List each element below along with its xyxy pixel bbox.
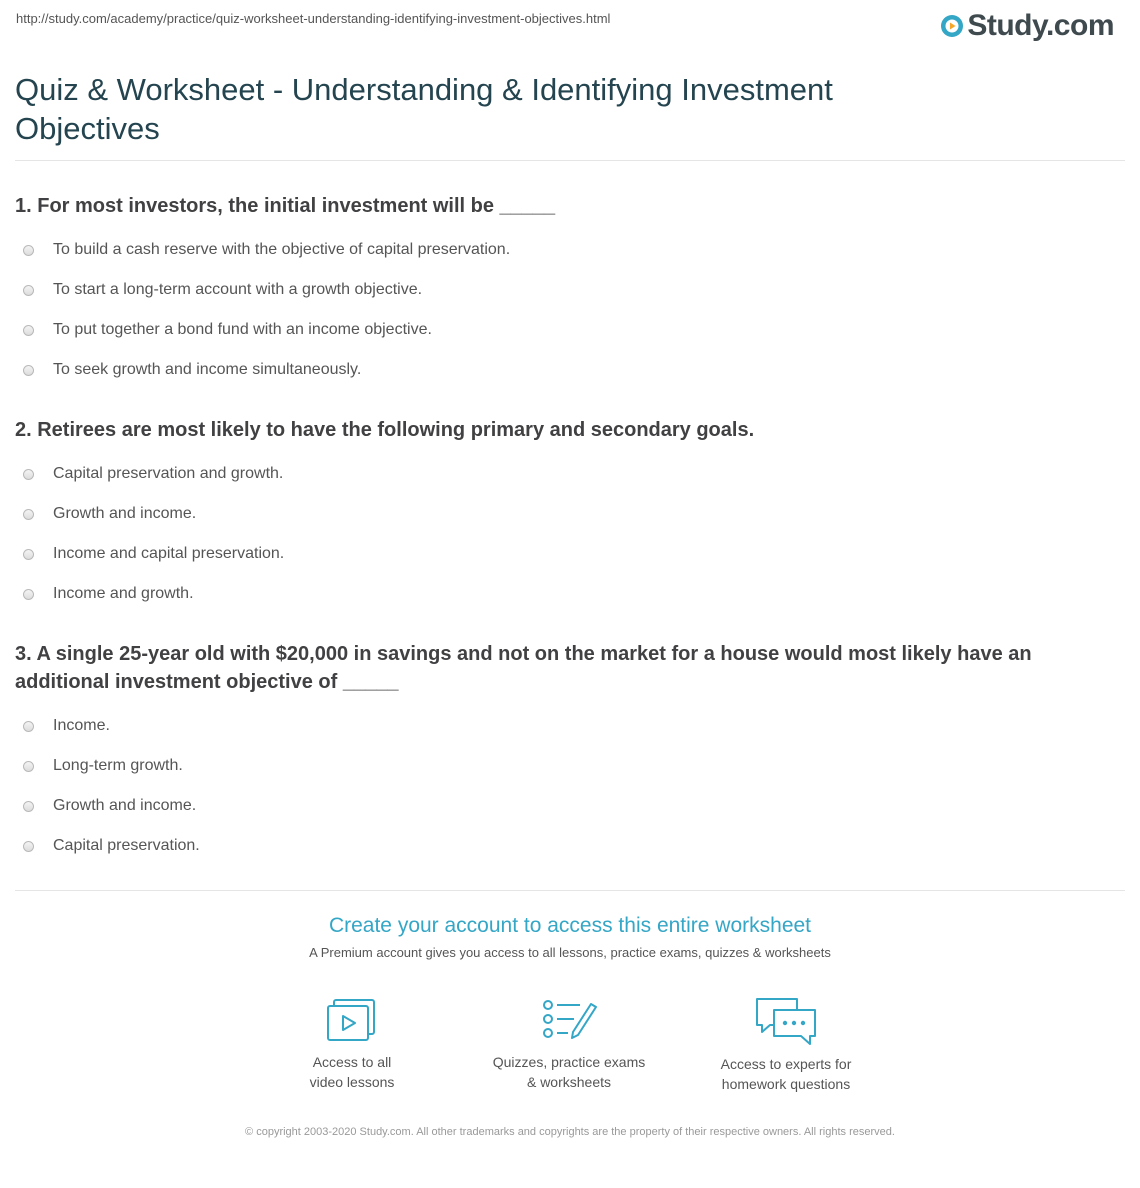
logo-text: Study.com <box>967 9 1114 42</box>
radio-button[interactable] <box>23 285 34 296</box>
radio-button[interactable] <box>23 549 34 560</box>
radio-button[interactable] <box>23 245 34 256</box>
title-divider <box>15 160 1125 161</box>
answer-option[interactable] <box>15 350 1100 390</box>
feature-label: Access to all video lessons <box>309 1054 395 1090</box>
video-lessons-icon <box>325 996 379 1044</box>
feature-video-lessons <box>252 996 452 1092</box>
answer-label: To start a long-term account with a growth objective. <box>53 281 423 298</box>
radio-button[interactable] <box>23 589 34 600</box>
question-3 <box>15 640 1100 866</box>
premium-description: A Premium account gives you access to all lessons, practice exams, quizzes & worksheets <box>309 945 831 960</box>
radio-button[interactable] <box>23 509 34 520</box>
radio-button[interactable] <box>23 325 34 336</box>
copyright-notice: © copyright 2003-2020 Study.com. All other trademarks and copyrights are the property of their respective owners. All rights reserved. <box>245 1126 895 1138</box>
feature-experts <box>686 996 886 1094</box>
answer-label: Capital preservation and growth. <box>53 465 284 482</box>
radio-button[interactable] <box>23 801 34 812</box>
answer-option[interactable] <box>15 454 1100 494</box>
answer-option[interactable] <box>15 310 1100 350</box>
radio-button[interactable] <box>23 365 34 376</box>
answer-label: Income and capital preservation. <box>53 545 285 562</box>
feature-quizzes <box>469 996 669 1092</box>
feature-label: Access to experts for homework questions <box>720 1056 852 1092</box>
question-text: 3. A single 25-year old with $20,000 in savings and not on the market for a house would most likely have an additional investment objective of _____ <box>15 643 1032 693</box>
page-url: http://study.com/academy/practice/quiz-worksheet-understanding-identifying-investment-objectives.html <box>16 11 611 26</box>
question-1 <box>15 192 1100 390</box>
answer-option[interactable] <box>15 786 1100 826</box>
create-account-link[interactable]: Create your account to access this entire worksheet <box>328 914 812 937</box>
section-divider <box>15 890 1125 891</box>
answer-option[interactable] <box>15 826 1100 866</box>
answer-label: Income. <box>53 717 110 734</box>
answer-label: To build a cash reserve with the objective of capital preservation. <box>53 241 511 258</box>
answer-options <box>15 454 1100 614</box>
answer-label: Capital preservation. <box>53 837 200 854</box>
answer-option[interactable] <box>15 230 1100 270</box>
radio-button[interactable] <box>23 761 34 772</box>
answer-option[interactable] <box>15 706 1100 746</box>
answer-label: Income and growth. <box>53 585 194 602</box>
quiz-checklist-icon <box>540 996 598 1044</box>
answer-options <box>15 706 1100 866</box>
answer-option[interactable] <box>15 746 1100 786</box>
answer-option[interactable] <box>15 270 1100 310</box>
answer-label: Long-term growth. <box>53 757 183 774</box>
feature-label: Quizzes, practice exams & worksheets <box>492 1054 646 1090</box>
answer-label: To seek growth and income simultaneously. <box>53 361 362 378</box>
question-text: 1. For most investors, the initial investment will be _____ <box>15 195 556 217</box>
study-logo[interactable] <box>940 11 1114 41</box>
answer-option[interactable] <box>15 494 1100 534</box>
radio-button[interactable] <box>23 841 34 852</box>
page-title: Quiz & Worksheet - Understanding & Identifying Investment Objectives <box>15 72 833 146</box>
answer-label: Growth and income. <box>53 797 197 814</box>
chat-bubbles-icon <box>754 996 818 1046</box>
play-circle-icon <box>940 14 964 38</box>
answer-options <box>15 230 1100 390</box>
radio-button[interactable] <box>23 721 34 732</box>
answer-label: Growth and income. <box>53 505 197 522</box>
answer-option[interactable] <box>15 574 1100 614</box>
radio-button[interactable] <box>23 469 34 480</box>
answer-option[interactable] <box>15 534 1100 574</box>
top-bar <box>16 11 1118 45</box>
question-text: 2. Retirees are most likely to have the following primary and secondary goals. <box>15 419 755 441</box>
question-2 <box>15 416 1100 614</box>
answer-label: To put together a bond fund with an income objective. <box>53 321 432 338</box>
